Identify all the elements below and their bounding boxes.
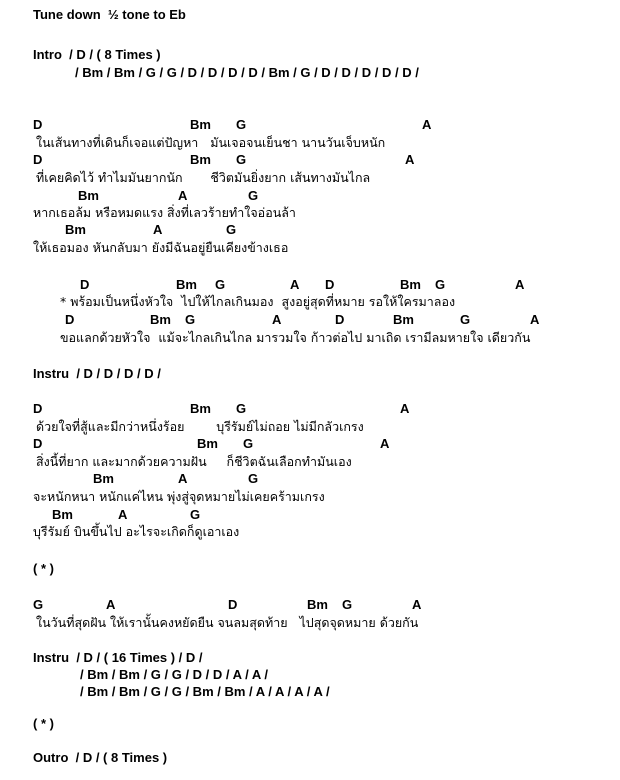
chord: Bm [150, 312, 171, 327]
chord: D [65, 312, 75, 327]
chord: Bm [52, 507, 73, 522]
chord: A [530, 312, 540, 327]
chord: A [515, 277, 525, 292]
chord: A [178, 471, 188, 486]
chord: D [80, 277, 90, 292]
lyric-line: บุรีรัมย์ บินขึ้นไป อะไรจะเกิดก็ดูเอาเอง [33, 524, 240, 539]
chord: Bm [93, 471, 114, 486]
chord: Bm [176, 277, 197, 292]
lyric-line: สิ่งนี้ที่ยาก และมากด้วยความฝัน ก็ชีวิตฉันเลือกทำมันเอง [36, 454, 352, 469]
chord: A [412, 597, 422, 612]
lyric-line: จะหนักหนา หนักแค่ไหน พุ่งสู่จุดหมายไม่เคยคร้ามเกรง [33, 489, 325, 504]
lyric-line: ขอแลกด้วยหัวใจ แม้จะไกลเกินไกล มารวมใจ ก้าวต่อไป มาเถิด เรามีลมหายใจ เดียวกัน [60, 330, 531, 345]
chord: G [236, 117, 247, 132]
chord: Bm [393, 312, 414, 327]
chord: D [325, 277, 335, 292]
chord: A [106, 597, 116, 612]
intro-label: Intro / D / ( 8 Times ) [33, 47, 161, 62]
instru-line: / Bm / Bm / G / G / Bm / Bm / A / A / A / A / [80, 684, 330, 699]
chord: G [236, 401, 247, 416]
chord: Bm [78, 188, 99, 203]
chord: D [33, 117, 43, 132]
chord: Bm [190, 117, 211, 132]
lyric-line: ให้เธอมอง หันกลับมา ยังมีฉันอยู่ยืนเคียงข้างเธอ [33, 240, 289, 255]
chord: G [248, 188, 259, 203]
chord: G [460, 312, 471, 327]
chord: Bm [307, 597, 328, 612]
lyric-line: หากเธอล้ม หรือหมดแรง สิ่งที่เลวร้ายทำใจอ่อนล้า [33, 205, 296, 220]
chord: A [405, 152, 415, 167]
intro-line: / Bm / Bm / G / G / D / D / D / D / Bm / G / D / D / D / D / D / [75, 65, 419, 80]
instru-label: Instru / D / D / D / D / [33, 366, 161, 381]
tuning-note: Tune down ½ tone to Eb [33, 7, 186, 22]
chord: G [215, 277, 226, 292]
outro-label: Outro / D / ( 8 Times ) [33, 750, 168, 765]
instru-line: / Bm / Bm / G / G / D / D / A / A / [80, 667, 269, 682]
chord: A [178, 188, 188, 203]
chord: A [422, 117, 432, 132]
chord: G [33, 597, 44, 612]
chord: A [118, 507, 128, 522]
chord: G [236, 152, 247, 167]
chord: G [226, 222, 237, 237]
chord: A [400, 401, 410, 416]
repeat-chorus: ( * ) [33, 561, 54, 576]
chord: A [153, 222, 163, 237]
chord: Bm [190, 401, 211, 416]
chord: G [248, 471, 259, 486]
repeat-chorus: ( * ) [33, 716, 54, 731]
chord: G [342, 597, 353, 612]
chord: D [33, 152, 43, 167]
chord: Bm [197, 436, 218, 451]
chord: G [435, 277, 446, 292]
lyric-line: ในเส้นทางที่เดินก็เจอแต่ปัญหา มันเจอจนเย็นชา นานวันเจ็บหนัก [36, 135, 386, 150]
instru-label: Instru / D / ( 16 Times ) / D / [33, 650, 203, 665]
chord: A [290, 277, 300, 292]
chord: D [335, 312, 345, 327]
lyric-line: ในวันที่สุดฝัน ให้เรานั้นคงหยัดยืน จนลมสุดท้าย ไปสุดจุดหมาย ด้วยกัน [36, 615, 419, 630]
chord: Bm [65, 222, 86, 237]
chord: A [380, 436, 390, 451]
lyric-line: * พร้อมเป็นหนึ่งหัวใจ ไปให้ไกลเกินมอง สูงอยู่สุดที่หมาย รอให้ใครมาลอง [60, 294, 456, 309]
chord: G [185, 312, 196, 327]
lyric-line: ที่เคยคิดไว้ ทำไมมันยากนัก ชีวิตมันยิ่งยาก เส้นทางมันไกล [36, 170, 371, 185]
lyric-line: ด้วยใจที่สู้และมีกว่าหนึ่งร้อย บุรีรัมย์ไม่ถอย ไม่มีกลัวเกรง [36, 419, 364, 434]
chord: G [243, 436, 254, 451]
chord: D [33, 401, 43, 416]
chord: Bm [190, 152, 211, 167]
chord: Bm [400, 277, 421, 292]
chord: D [33, 436, 43, 451]
chord: D [228, 597, 238, 612]
chord: G [190, 507, 201, 522]
chord: A [272, 312, 282, 327]
